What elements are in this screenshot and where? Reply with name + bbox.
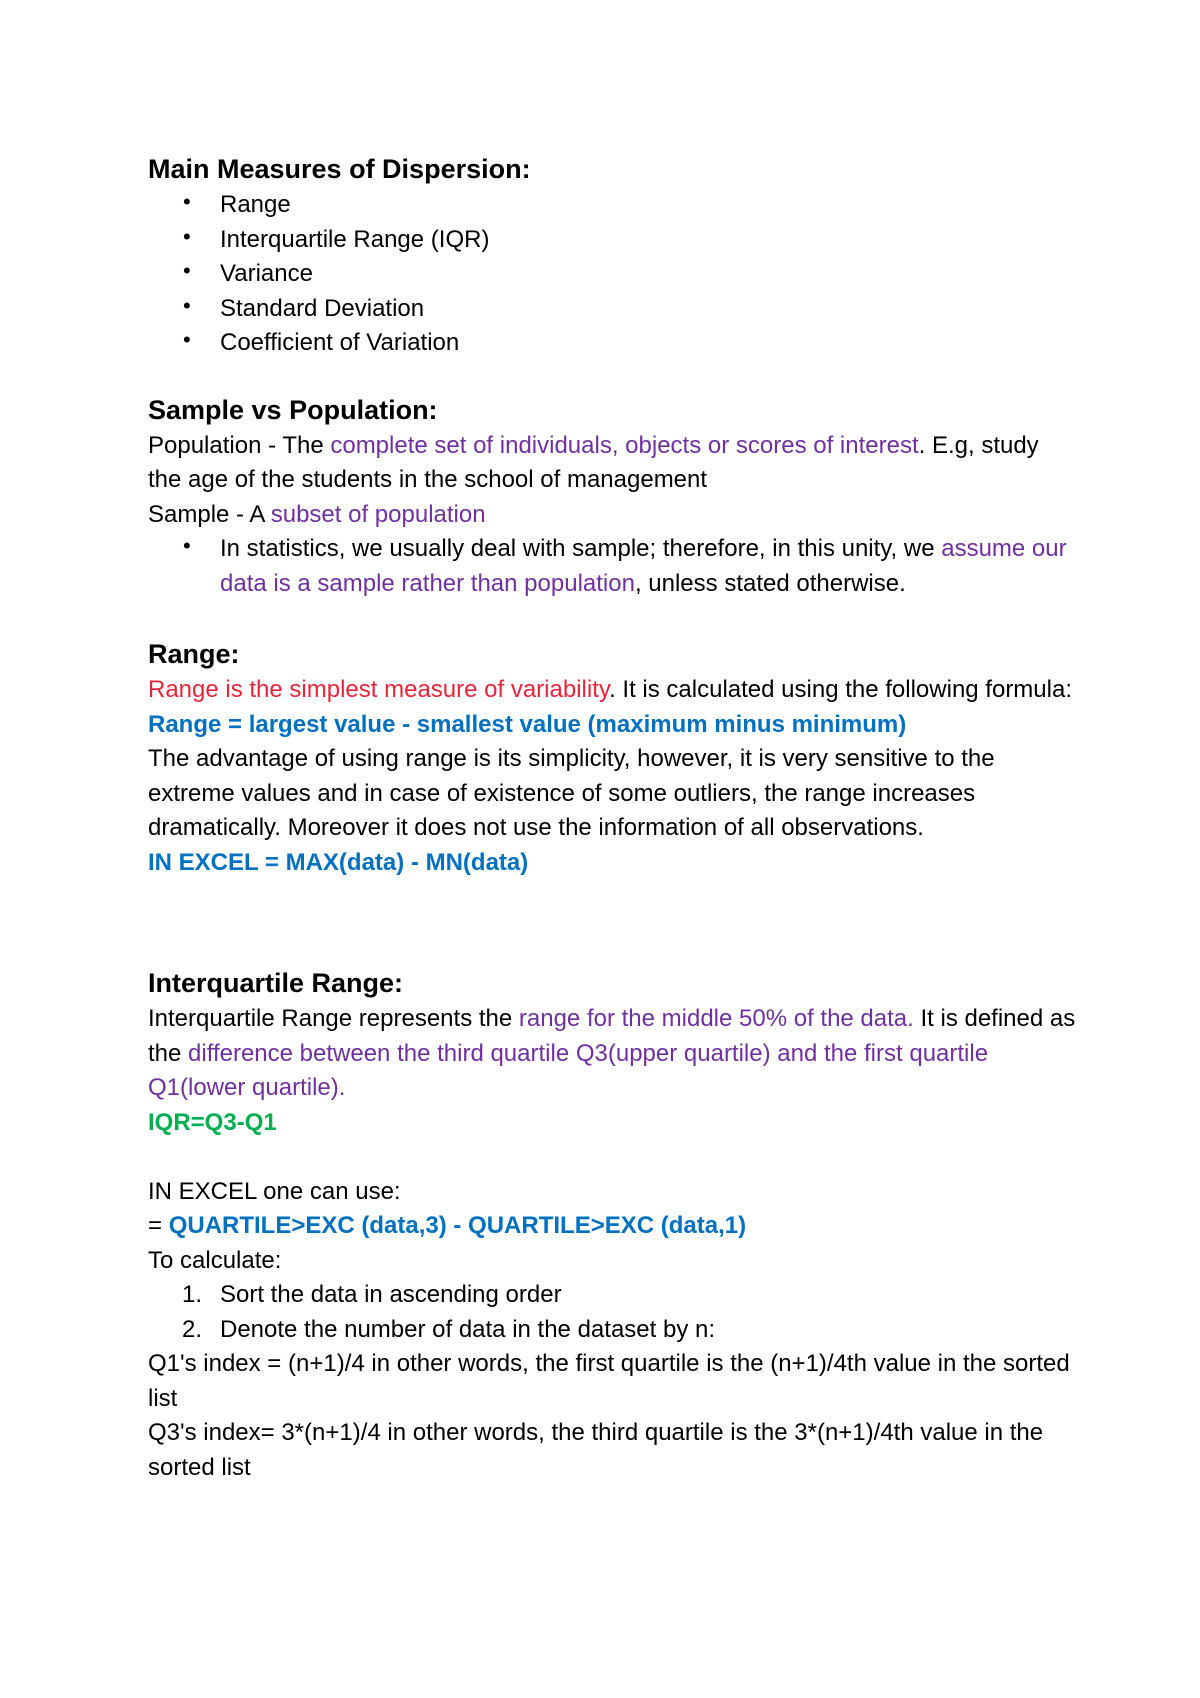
iqr-def-middle: It is defined as the xyxy=(148,1005,1076,1067)
list-item xyxy=(148,1278,1078,1313)
iqr-def-highlight-middle: range for the middle 50% of the data. xyxy=(518,1005,914,1032)
range-intro-suffix: . It is calculated using the following formula: xyxy=(609,676,1072,703)
step-number: 1. xyxy=(182,1281,203,1308)
iqr-excel-intro: IN EXCEL one can use: xyxy=(148,1177,401,1205)
population-highlight: complete set of individuals, objects or scores of interest xyxy=(330,431,919,459)
sample-highlight: subset of population xyxy=(270,500,486,528)
step-number: 2. xyxy=(182,1315,203,1343)
dispersion-list xyxy=(148,188,1078,361)
note-highlight: assume our data is a sample rather than population xyxy=(220,535,1067,597)
range-description: The advantage of using range is its simplicity, however, it is very sensitive to the extreme values and in case of existence of some outliers, the range increases dramatically. Moreover it does not use the information of all observations. xyxy=(148,745,995,841)
iqr-formula: IQR=Q3-Q1 xyxy=(148,1108,277,1136)
q1-index-text: Q1's index = (n+1)/4 in other words, the first quartile is the (n+1)/4th value in the sorted list xyxy=(148,1350,1070,1412)
sample-population-section xyxy=(148,391,1078,602)
step-text: Sort the data in ascending order xyxy=(220,1281,562,1308)
sample-population-heading: Sample vs Population: xyxy=(148,394,438,425)
iqr-calc-intro: To calculate: xyxy=(148,1246,282,1274)
q3-index-text: Q3's index= 3*(n+1)/4 in other words, the third quartile is the 3*(n+1)/4th value in the sorted list xyxy=(148,1419,1044,1481)
population-suffix: . E.g, study the age of the students in the school of management xyxy=(148,431,1039,493)
range-heading: Range: xyxy=(148,639,240,669)
range-intro xyxy=(148,673,1078,708)
iqr-excel-formula: QUARTILE>EXC (data,3) - QUARTILE>EXC (data,1) xyxy=(168,1212,747,1239)
sample-note-list xyxy=(148,532,1078,601)
dispersion-section xyxy=(148,150,1078,361)
list-item xyxy=(148,532,1078,601)
step-text: Denote the number of data in the dataset by n: xyxy=(220,1315,715,1343)
iqr-def-prefix: Interquartile Range represents the xyxy=(148,1005,519,1032)
list-item: • Variance xyxy=(148,257,1078,292)
range-intro-highlight: Range is the simplest measure of variability xyxy=(148,676,610,703)
list-item: • Standard Deviation xyxy=(148,292,1078,327)
range-formula: Range = largest value - smallest value (maximum minus minimum) xyxy=(148,710,907,738)
iqr-excel-prefix: = xyxy=(148,1212,169,1239)
sample-definition xyxy=(148,498,1078,533)
list-item: • Range xyxy=(148,188,1078,223)
list-item xyxy=(148,1313,1078,1348)
document-page xyxy=(148,150,1078,1485)
range-section xyxy=(148,635,1078,880)
sample-prefix: Sample - A xyxy=(148,500,271,528)
spacer-line xyxy=(148,1140,1078,1175)
iqr-steps-list xyxy=(148,1278,1078,1347)
dispersion-heading: Main Measures of Dispersion: xyxy=(148,154,531,184)
iqr-section xyxy=(148,964,1078,1485)
iqr-excel-line xyxy=(148,1209,1078,1244)
iqr-heading: Interquartile Range: xyxy=(148,968,404,998)
list-item: • Coefficient of Variation xyxy=(148,326,1078,361)
iqr-definition xyxy=(148,1002,1078,1106)
note-prefix: In statistics, we usually deal with sample; therefore, in this unity, we xyxy=(220,535,942,562)
range-excel-formula: IN EXCEL = MAX(data) - MN(data) xyxy=(148,848,529,876)
list-item: • Interquartile Range (IQR) xyxy=(148,223,1078,258)
note-suffix: , unless stated otherwise. xyxy=(634,569,906,597)
iqr-def-highlight-difference: difference between the third quartile Q3(upper quartile) and the first quartile Q1(lower quartile). xyxy=(148,1039,989,1101)
population-definition xyxy=(148,429,1078,498)
population-prefix: Population - The xyxy=(148,431,331,459)
